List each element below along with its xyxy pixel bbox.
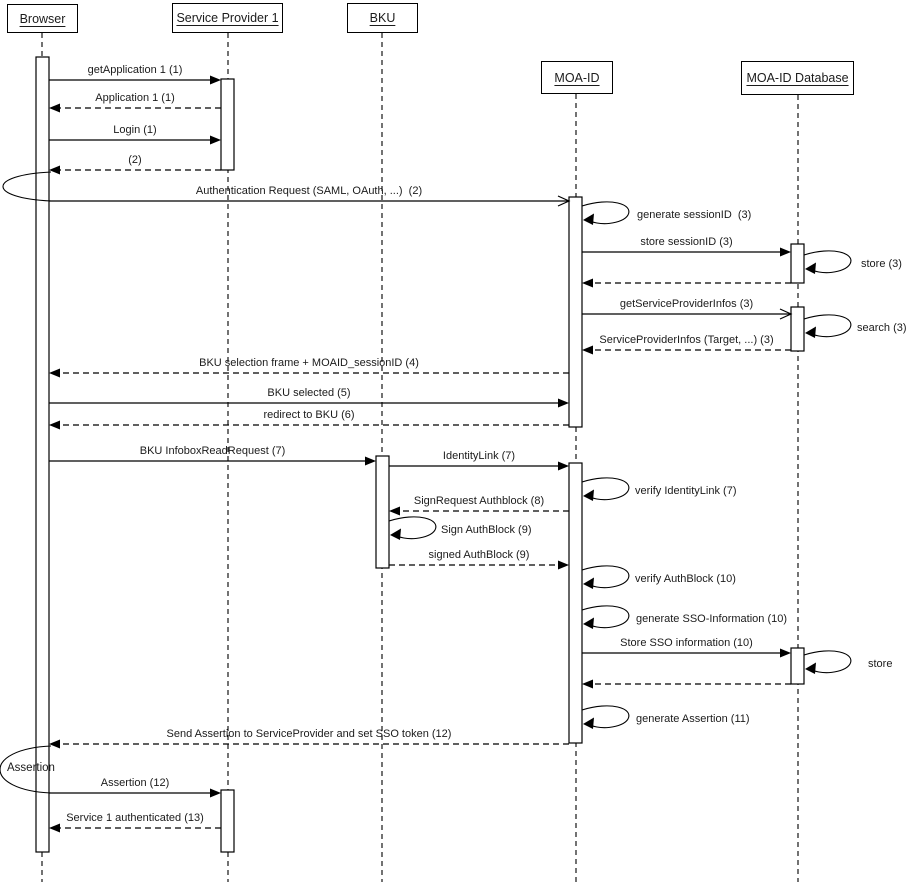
actor-box-moa-id-database [741, 61, 854, 95]
message-label: IdentityLink (7) [442, 450, 516, 462]
arrowhead-filled [49, 369, 60, 378]
arrowhead-filled [49, 104, 60, 113]
arrowhead-filled [210, 76, 221, 85]
actor-box-service-provider-1 [172, 3, 283, 33]
self-call-label: verify AuthBlock (10) [635, 573, 736, 585]
activation-bar-moa-id-database [791, 244, 804, 283]
self-call-label: store (3) [861, 258, 902, 270]
message-label: ServiceProviderInfos (Target, ...) (3) [599, 334, 774, 346]
activation-bar-moa-id-database [791, 307, 804, 351]
actor-label-browser: Browser [19, 11, 66, 26]
self-call-label: generate SSO-Information (10) [636, 613, 788, 625]
actor-label-moa-id: MOA-ID [554, 70, 600, 85]
message-label: redirect to BKU (6) [263, 409, 355, 421]
message-label: Application 1 (1) [95, 92, 175, 104]
message-label: getApplication 1 (1) [87, 64, 183, 76]
arrowhead-filled [583, 490, 594, 502]
arrowhead-filled [583, 578, 594, 590]
arrowhead-filled [805, 663, 816, 675]
arrowhead-filled [582, 680, 593, 689]
arrowhead-filled [583, 618, 594, 630]
self-call-label: search (3) [857, 322, 907, 334]
message-label: Login (1) [113, 124, 157, 136]
arrowhead-filled [210, 136, 221, 145]
actor-label-bku: BKU [369, 11, 396, 25]
self-call-label: generate sessionID (3) [637, 209, 752, 221]
self-call-label: Sign AuthBlock (9) [441, 524, 532, 536]
activation-bar-moa-id [569, 197, 582, 427]
arrowhead-filled [558, 561, 569, 570]
message-label: store sessionID (3) [640, 236, 733, 248]
arrowhead-filled [558, 462, 569, 471]
message-label: SignRequest Authblock (8) [413, 495, 545, 507]
self-call-label: verify IdentityLink (7) [635, 485, 737, 497]
activation-bar-service-provider-1 [221, 790, 234, 852]
activation-bar-service-provider-1 [221, 79, 234, 170]
message-label: (2) [128, 154, 142, 166]
arrowhead-filled [365, 457, 376, 466]
message-label: signed AuthBlock (9) [428, 549, 530, 561]
self-call-label: store [868, 658, 893, 670]
arrowhead-filled [583, 214, 594, 226]
message-label: Send Assertion to ServiceProvider and set SSO token (12) [166, 728, 452, 740]
activation-bar-moa-id [569, 463, 582, 743]
arrowhead-filled [582, 279, 593, 288]
actor-box-bku [347, 3, 418, 33]
message-label: BKU selection frame + MOAID_sessionID (4) [199, 357, 419, 369]
activation-bar-browser [36, 57, 49, 852]
actor-box-browser [7, 4, 78, 33]
message-label: getServiceProviderInfos (3) [619, 298, 754, 310]
message-label: Assertion (12) [100, 777, 170, 789]
arrowhead-filled [390, 529, 401, 541]
arrowhead-filled [49, 421, 60, 430]
arrowhead-filled [49, 740, 60, 749]
arrowhead-filled [558, 399, 569, 408]
arrowhead-filled [780, 248, 791, 257]
message-label: Store SSO information (10) [620, 637, 753, 649]
message-label: BKU selected (5) [267, 387, 351, 399]
message-label: Authentication Request (SAML, OAuth, ...) (2) [195, 185, 423, 197]
message-label: BKU InfoboxReadRequest (7) [139, 445, 286, 457]
arrowhead-filled [389, 507, 400, 516]
arrowhead-filled [583, 718, 594, 730]
assertion-flow-label: Assertion [7, 762, 55, 774]
message-label: Service 1 authenticated (13) [66, 812, 204, 824]
arrowhead-filled [805, 263, 816, 275]
arrowhead-filled [780, 649, 791, 658]
arrowhead-filled [49, 166, 60, 175]
activation-bar-bku [376, 456, 389, 568]
arrowhead-filled [805, 327, 816, 339]
arrowhead-filled [582, 346, 593, 355]
activation-bar-moa-id-database [791, 648, 804, 684]
actor-label-moa-id-database: MOA-ID Database [746, 71, 849, 85]
self-call-label: generate Assertion (11) [636, 713, 750, 725]
arrowhead-filled [49, 824, 60, 833]
actor-label-service-provider-1: Service Provider 1 [176, 11, 279, 25]
actor-box-moa-id [541, 61, 613, 94]
arrowhead-filled [210, 789, 221, 798]
